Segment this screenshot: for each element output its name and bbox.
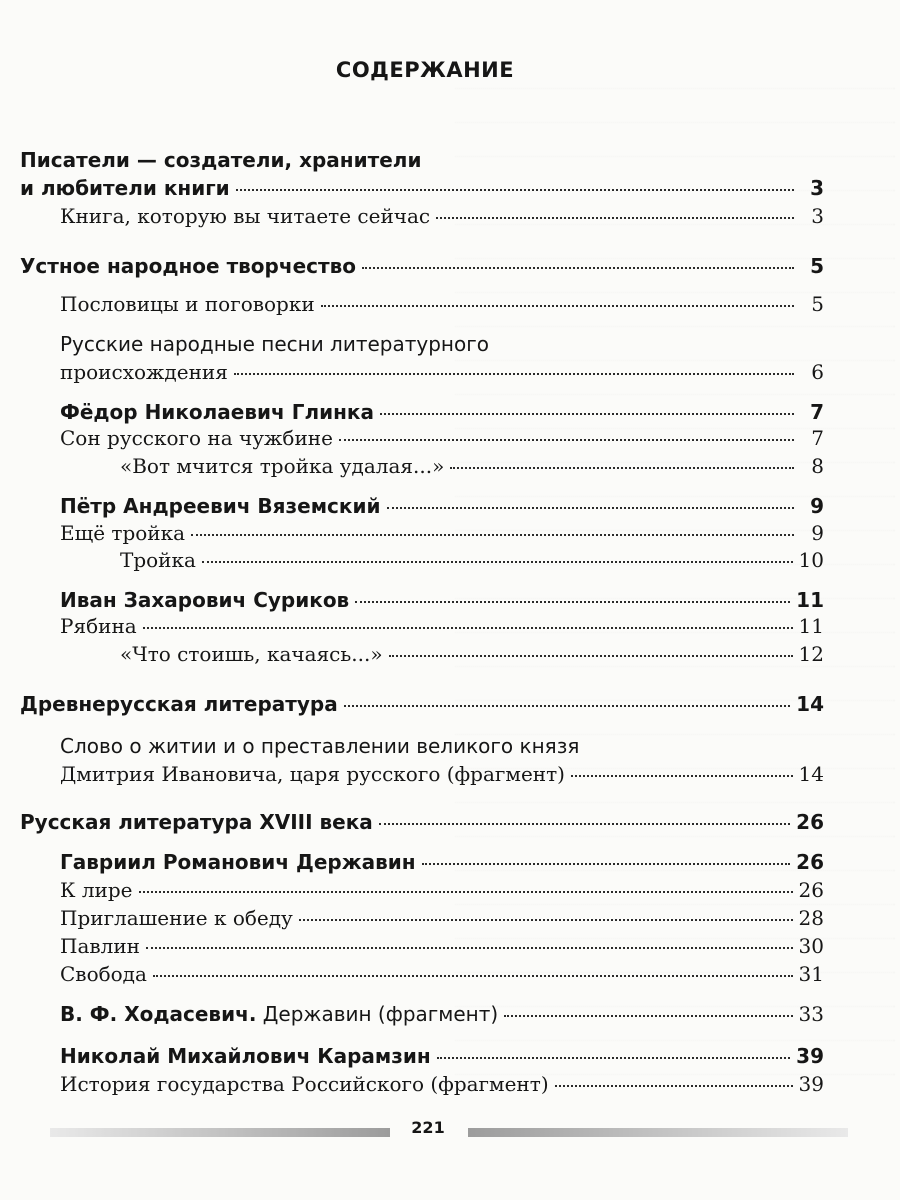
toc-page-number: 3 bbox=[810, 176, 824, 200]
toc-entry-title bbox=[60, 1000, 498, 1028]
toc-page-number: 28 bbox=[798, 906, 824, 930]
dot-leader bbox=[362, 267, 794, 269]
footer-decorative-bar-right bbox=[468, 1128, 848, 1137]
toc-entry[interactable] bbox=[60, 932, 824, 960]
toc-page-number: 3 bbox=[811, 204, 824, 228]
toc-entry-title: «Вот мчится тройка удалая...» bbox=[120, 454, 445, 478]
dot-leader bbox=[379, 823, 790, 825]
dot-leader bbox=[387, 507, 794, 509]
toc-page-number: 7 bbox=[811, 426, 824, 450]
toc-entry[interactable] bbox=[60, 1070, 824, 1098]
dot-leader bbox=[355, 601, 790, 603]
author-name: В. Ф. Ходасевич. bbox=[60, 1002, 257, 1026]
toc-entry[interactable] bbox=[60, 612, 824, 640]
dot-leader bbox=[450, 467, 794, 469]
toc-entry-title: и любители книги bbox=[20, 176, 230, 200]
toc-entry-title: Древнерусская литература bbox=[20, 692, 338, 716]
toc-page-number: 5 bbox=[811, 292, 824, 316]
toc-entry-title: Русская литература XVIII века bbox=[20, 810, 373, 834]
toc-page-number: 33 bbox=[798, 1002, 824, 1026]
toc-entry-title: Приглашение к обеду bbox=[60, 906, 293, 930]
toc-entry[interactable] bbox=[60, 904, 824, 932]
toc-page-number: 10 bbox=[798, 548, 824, 572]
dot-leader bbox=[571, 775, 793, 777]
toc-entry-title: Тройка bbox=[120, 548, 196, 572]
toc-entry[interactable] bbox=[60, 290, 824, 318]
toc-entry[interactable] bbox=[60, 424, 824, 452]
toc-entry-author[interactable] bbox=[60, 1042, 824, 1070]
toc-page-number: 5 bbox=[810, 254, 824, 278]
toc-page-number: 7 bbox=[810, 400, 824, 424]
toc-entry[interactable] bbox=[60, 358, 824, 386]
dot-leader bbox=[143, 627, 793, 629]
toc-entry-title-line1: Слово о житии и о преставлении великого князя bbox=[60, 734, 580, 758]
toc-entry-title: Ещё тройка bbox=[60, 521, 186, 545]
toc-page-number: 8 bbox=[811, 454, 824, 478]
toc-entry-title: Фёдор Николаевич Глинка bbox=[60, 400, 375, 424]
dot-leader bbox=[234, 373, 794, 375]
toc-entry[interactable] bbox=[60, 876, 824, 904]
toc-entry-title: Пётр Андреевич Вяземский bbox=[60, 494, 381, 518]
toc-entry-title: Павлин bbox=[60, 934, 140, 958]
toc-entry-title: Гавриил Романович Державин bbox=[60, 850, 416, 874]
dot-leader bbox=[437, 1057, 790, 1059]
toc-page-number: 30 bbox=[798, 934, 824, 958]
dot-leader bbox=[504, 1015, 792, 1017]
page-number: 221 bbox=[411, 1118, 445, 1137]
toc-entry-title: Дмитрия Ивановича, царя русского (фрагмент) bbox=[60, 762, 565, 786]
toc-page-number: 12 bbox=[798, 642, 824, 666]
toc-entry-title-line1: Русские народные песни литературного bbox=[60, 332, 489, 356]
toc-entry-author[interactable] bbox=[60, 586, 824, 614]
toc-entry-title: «Что стоишь, качаясь...» bbox=[120, 642, 383, 666]
toc-entry-title: К лире bbox=[60, 878, 133, 902]
toc-page-number: 26 bbox=[796, 850, 824, 874]
dot-leader bbox=[321, 305, 794, 307]
toc-entry-title: Сон русского на чужбине bbox=[60, 426, 333, 450]
toc-page-number: 9 bbox=[810, 494, 824, 518]
toc-entry-title: происхождения bbox=[60, 360, 228, 384]
toc-entry-section-folk[interactable] bbox=[20, 252, 824, 280]
dot-leader bbox=[344, 705, 790, 707]
dot-leader bbox=[299, 919, 793, 921]
toc-entry[interactable] bbox=[120, 640, 824, 668]
section-title-line1: Писатели — создатели, хранители bbox=[20, 148, 422, 172]
toc-entry-author[interactable] bbox=[60, 492, 824, 520]
toc-entry[interactable] bbox=[60, 760, 824, 788]
dot-leader bbox=[380, 413, 794, 415]
dot-leader bbox=[191, 534, 794, 536]
toc-page-number: 14 bbox=[796, 692, 824, 716]
toc-page-number: 14 bbox=[798, 762, 824, 786]
dot-leader bbox=[422, 863, 791, 865]
toc-entry-title: Пословицы и поговорки bbox=[60, 292, 315, 316]
toc-entry[interactable] bbox=[120, 452, 824, 480]
toc-page-number: 39 bbox=[796, 1044, 824, 1068]
toc-page-number: 26 bbox=[798, 878, 824, 902]
toc-entry[interactable] bbox=[60, 519, 824, 547]
page-title: СОДЕРЖАНИЕ bbox=[335, 58, 515, 82]
toc-page-number: 6 bbox=[811, 360, 824, 384]
toc-entry-section-18th-century[interactable] bbox=[20, 808, 824, 836]
dot-leader bbox=[139, 891, 793, 893]
toc-entry-author[interactable] bbox=[60, 1000, 824, 1028]
footer-decorative-bar-left bbox=[50, 1128, 390, 1137]
toc-entry-section-oldrussian[interactable] bbox=[20, 690, 824, 718]
toc-page-number: 39 bbox=[798, 1072, 824, 1096]
dot-leader bbox=[146, 947, 793, 949]
toc-entry-title: Свобода bbox=[60, 962, 147, 986]
toc-page-number: 26 bbox=[796, 810, 824, 834]
toc-entry-section-writers[interactable] bbox=[20, 174, 824, 202]
toc-entry-author[interactable] bbox=[60, 848, 824, 876]
dot-leader bbox=[236, 189, 794, 191]
toc-page-number: 11 bbox=[796, 588, 824, 612]
dot-leader bbox=[202, 561, 793, 563]
toc-entry-title: Рябина bbox=[60, 614, 137, 638]
toc-entry[interactable] bbox=[60, 202, 824, 230]
toc-entry-title: История государства Российского (фрагмент) bbox=[60, 1072, 549, 1096]
toc-entry[interactable] bbox=[60, 960, 824, 988]
dot-leader bbox=[555, 1085, 793, 1087]
dot-leader bbox=[339, 439, 794, 441]
toc-entry-title: Иван Захарович Суриков bbox=[60, 588, 350, 612]
dot-leader bbox=[153, 975, 793, 977]
toc-page-number: 31 bbox=[798, 962, 824, 986]
toc-entry-title: Николай Михайлович Карамзин bbox=[60, 1044, 431, 1068]
toc-entry-title: Устное народное творчество bbox=[20, 254, 357, 278]
dot-leader bbox=[436, 217, 794, 219]
toc-entry-title: Книга, которую вы читаете сейчас bbox=[60, 204, 431, 228]
dot-leader bbox=[389, 655, 793, 657]
toc-page-number: 9 bbox=[811, 521, 824, 545]
toc-entry-author[interactable] bbox=[60, 398, 824, 426]
work-title: Державин (фрагмент) bbox=[256, 1002, 499, 1026]
toc-entry[interactable] bbox=[120, 546, 824, 574]
toc-page-number: 11 bbox=[798, 614, 824, 638]
